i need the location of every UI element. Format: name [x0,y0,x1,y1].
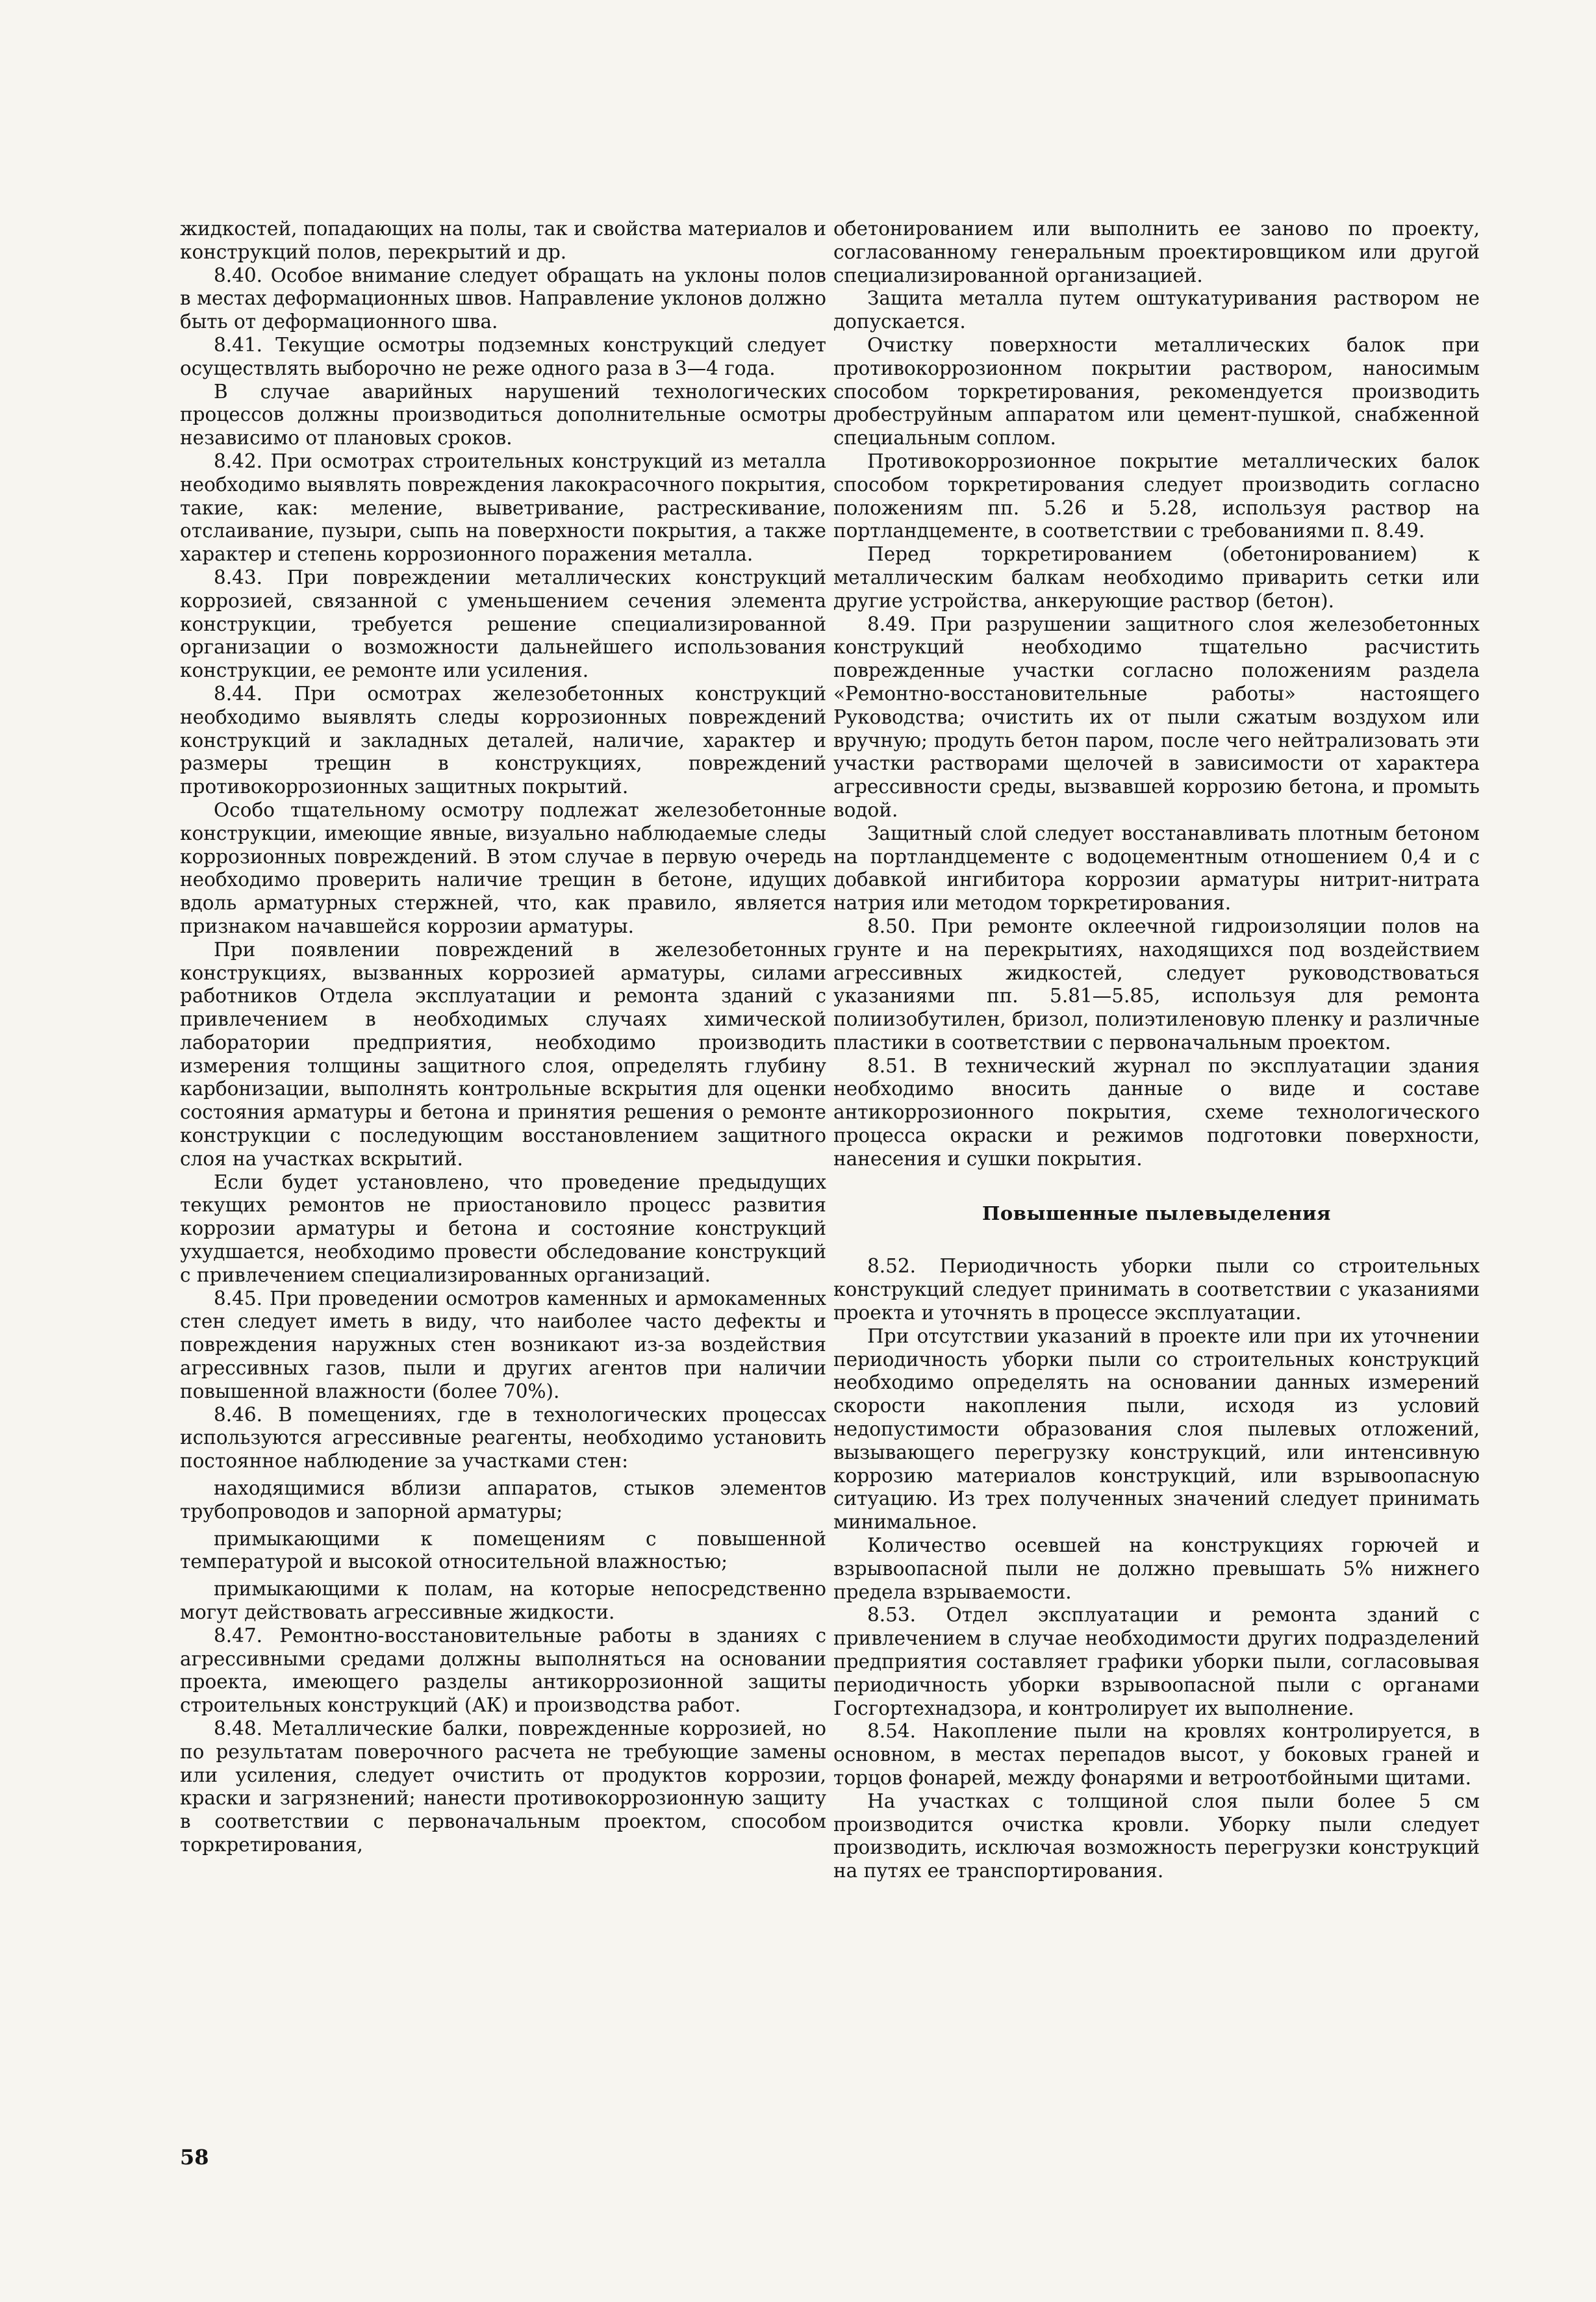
paragraph-8-49: 8.49. При разрушении защитного слоя железобетонных конструкций необходимо тщательно расчистить поврежденные участки согласно положениям раздела «Ремонтно-восстановительные работы» настоящего Руководства; очистить их от пыли сжатым воздухом или вручную; продуть бетон паром, после чего нейтрализовать эти участки растворами щелочей в зависимости от характера агрессивности среды, вызвавшей коррозию бетона, и промыть водой. [833,613,1480,821]
paragraph-8-47: 8.47. Ремонтно-восстановительные работы в зданиях с агрессивными средами должны выполняться на основании проекта, имеющего разделы антикоррозионной защиты строительных конструкций (АК) и производства работ. [180,1624,826,1717]
list-item-l14: примыкающими к помещениям с повышенной температурой и высокой относительной влажностью; [180,1527,826,1573]
paragraph-8-43: 8.43. При повреждении металлических конструкций коррозией, связанной с уменьшением сечения элемента конструкции, требуется решение специализированной организации о возможности дальнейшего использования конструкции, ее ремонте или усиления. [180,566,826,682]
section-title: Повышенные пылевыделения [982,1202,1331,1224]
right-column [833,218,1480,1883]
paragraph-r15: На участках с толщиной слоя пыли более 5 см производится очистка кровли. Уборку пыли следует производить, исключая возможность перегрузки конструкций на путях ее транспортирования. [833,1790,1480,1882]
paragraph-8-42: 8.42. При осмотрах строительных конструкций из металла необходимо выявлять повреждения лакокрасочного покрытия, такие, как: меление, выветривание, растрескивание, отслаивание, пузыри, сыпь на поверхности покрытия, а также характер и степень коррозионного поражения металла. [180,449,826,566]
paragraph-r5: Перед торкретированием (обетонированием) к металлическим балкам необходимо приварить сетки или другие устройства, анкерующие раствор (бетон). [833,543,1480,612]
paragraph-8-51: 8.51. В технический журнал по эксплуатации здания необходимо вносить данные о виде и составе антикоррозионного покрытия, схеме технологического процесса окраски и режимов подготовки поверхности, нанесения и сушки покрытия. [833,1054,1480,1170]
paragraph-r1: обетонированием или выполнить ее заново по проекту, согласованному генеральным проектировщиком или другой специализированной организацией. [833,218,1480,286]
paragraph-8-52: 8.52. Периодичность уборки пыли со строительных конструкций следует принимать в соответствии с указаниями проекта и уточнять в процессе эксплуатации. [833,1255,1480,1324]
paragraph-8-50: 8.50. При ремонте оклеечной гидроизоляции полов на грунте и на перекрытиях, находящихся под воздействием агрессивных жидкостей, следует руководствоваться указаниями пп. 5.81—5.85, используя для ремонта полиизобутилен, бризол, полиэтиленовую пленку и различные пластики в соответствии с первоначальным проектом. [833,915,1480,1054]
page-number: 58 [180,2145,209,2169]
paragraph-8-54: 8.54. Накопление пыли на кровлях контролируется, в основном, в местах перепадов высот, у боковых граней и торцов фонарей, между фонарями и ветроотбойными щитами. [833,1720,1480,1789]
paragraph-r4: Противокоррозионное покрытие металлических балок способом торкретирования следует производить согласно положениям пп. 5.26 и 5.28, используя раствор на портландцементе, в соответствии с требованиями п. 8.49. [833,449,1480,542]
paragraph-l8: Особо тщательному осмотру подлежат железобетонные конструкции, имеющие явные, визуально наблюдаемые следы коррозионных повреждений. В этом случае в первую очередь необходимо проверить наличие трещин в бетоне, идущих вдоль арматурных стержней, что, как правило, является признаком начавшейся коррозии арматуры. [180,798,826,937]
paragraph-8-40: 8.40. Особое внимание следует обращать на уклоны полов в местах деформационных швов. Направление уклонов должно быть от деформационного шва. [180,264,826,333]
paragraph-8-48: 8.48. Металлические балки, поврежденные коррозией, но по результатам поверочного расчета не требующие замены или усиления, следует очистить от продуктов коррозии, краски и загрязнений; нанести противокоррозионную защиту в соответствии с первоначальным проектом, способом торкретирования, [180,1717,826,1856]
paragraph-8-45: 8.45. При проведении осмотров каменных и армокаменных стен следует иметь в виду, что наиболее часто дефекты и повреждения наружных стен возникают из-за воздействия агрессивных газов, пыли и других агентов при наличии повышенной влажности (более 70%). [180,1287,826,1402]
paragraph-8-41: 8.41. Текущие осмотры подземных конструкций следует осуществлять выборочно не реже одного раза в 3—4 года. [180,333,826,379]
list-item-l13: находящимися вблизи аппаратов, стыков элементов трубопроводов и запорной арматуры; [180,1477,826,1523]
list-item-l15: примыкающими к полам, на которые непосредственно могут действовать агрессивные жидкости. [180,1578,826,1624]
paragraph-r12: Количество осевшей на конструкциях горючей и взрывоопасной пыли не должно превышать 5% нижнего предела взрываемости. [833,1534,1480,1603]
paragraph-l9: При появлении повреждений в железобетонных конструкциях, вызванных коррозией арматуры, силами работников Отдела эксплуатации и ремонта зданий с привлечением в необходимых случаях химической лаборатории предприятия, необходимо производить измерения толщины защитного слоя, определять глубину карбонизации, выполнять контрольные вскрытия для оценки состояния арматуры и бетона и принятия решения о ремонте конструкции с последующим восстановлением защитного слоя на участках вскрытий. [180,938,826,1170]
left-column [180,218,826,1857]
paragraph-r2: Защита металла путем оштукатуривания раствором не допускается. [833,287,1480,333]
paragraph-r7: Защитный слой следует восстанавливать плотным бетоном на портландцементе с водоцементным отношением 0,4 и с добавкой ингибитора коррозии арматуры нитрит-нитрата натрия или методом торкретирования. [833,822,1480,915]
paragraph-l4: В случае аварийных нарушений технологических процессов должны производиться дополнительные осмотры независимо от плановых сроков. [180,380,826,449]
paragraph-8-46: 8.46. В помещениях, где в технологических процессах используются агрессивные реагенты, необходимо установить постоянное наблюдение за участками стен: [180,1403,826,1473]
paragraph-l1: жидкостей, попадающих на полы, так и свойства материалов и конструкций полов, перекрытий и др. [180,218,826,263]
paragraph-l10: Если будет установлено, что проведение предыдущих текущих ремонтов не приостановило процесс развития коррозии арматуры и бетона и состояние конструкций ухудшается, необходимо провести обследование конструкций с привлечением специализированных организаций. [180,1170,826,1286]
paragraph-r3: Очистку поверхности металлических балок при противокоррозионном покрытии раствором, наносимым способом торкретирования, рекомендуется производить дробеструйным аппаратом или цемент-пушкой, снабженной специальным соплом. [833,333,1480,449]
paragraph-8-53: 8.53. Отдел эксплуатации и ремонта зданий с привлечением в случае необходимости других подразделений предприятия составляет графики уборки пыли, согласовывая периодичность уборки взрывоопасной пыли с органами Госгортехнадзора, и контролирует их выполнение. [833,1604,1480,1719]
paragraph-8-44: 8.44. При осмотрах железобетонных конструкций необходимо выявлять следы коррозионных повреждений конструкций и закладных деталей, наличие, характер и размеры трещин в конструкциях, повреждений противокоррозионных защитных покрытий. [180,682,826,798]
paragraph-r11: При отсутствии указаний в проекте или при их уточнении периодичность уборки пыли со строительных конструкций необходимо определять на основании данных измерений скорости накопления пыли, исходя из условий недопустимости образования слоя пылевых отложений, вызывающего перегрузку конструкций, или интенсивную коррозию материалов конструкций, или взрывоопасную ситуацию. Из трех полученных значений следует принимать минимальное. [833,1324,1480,1534]
